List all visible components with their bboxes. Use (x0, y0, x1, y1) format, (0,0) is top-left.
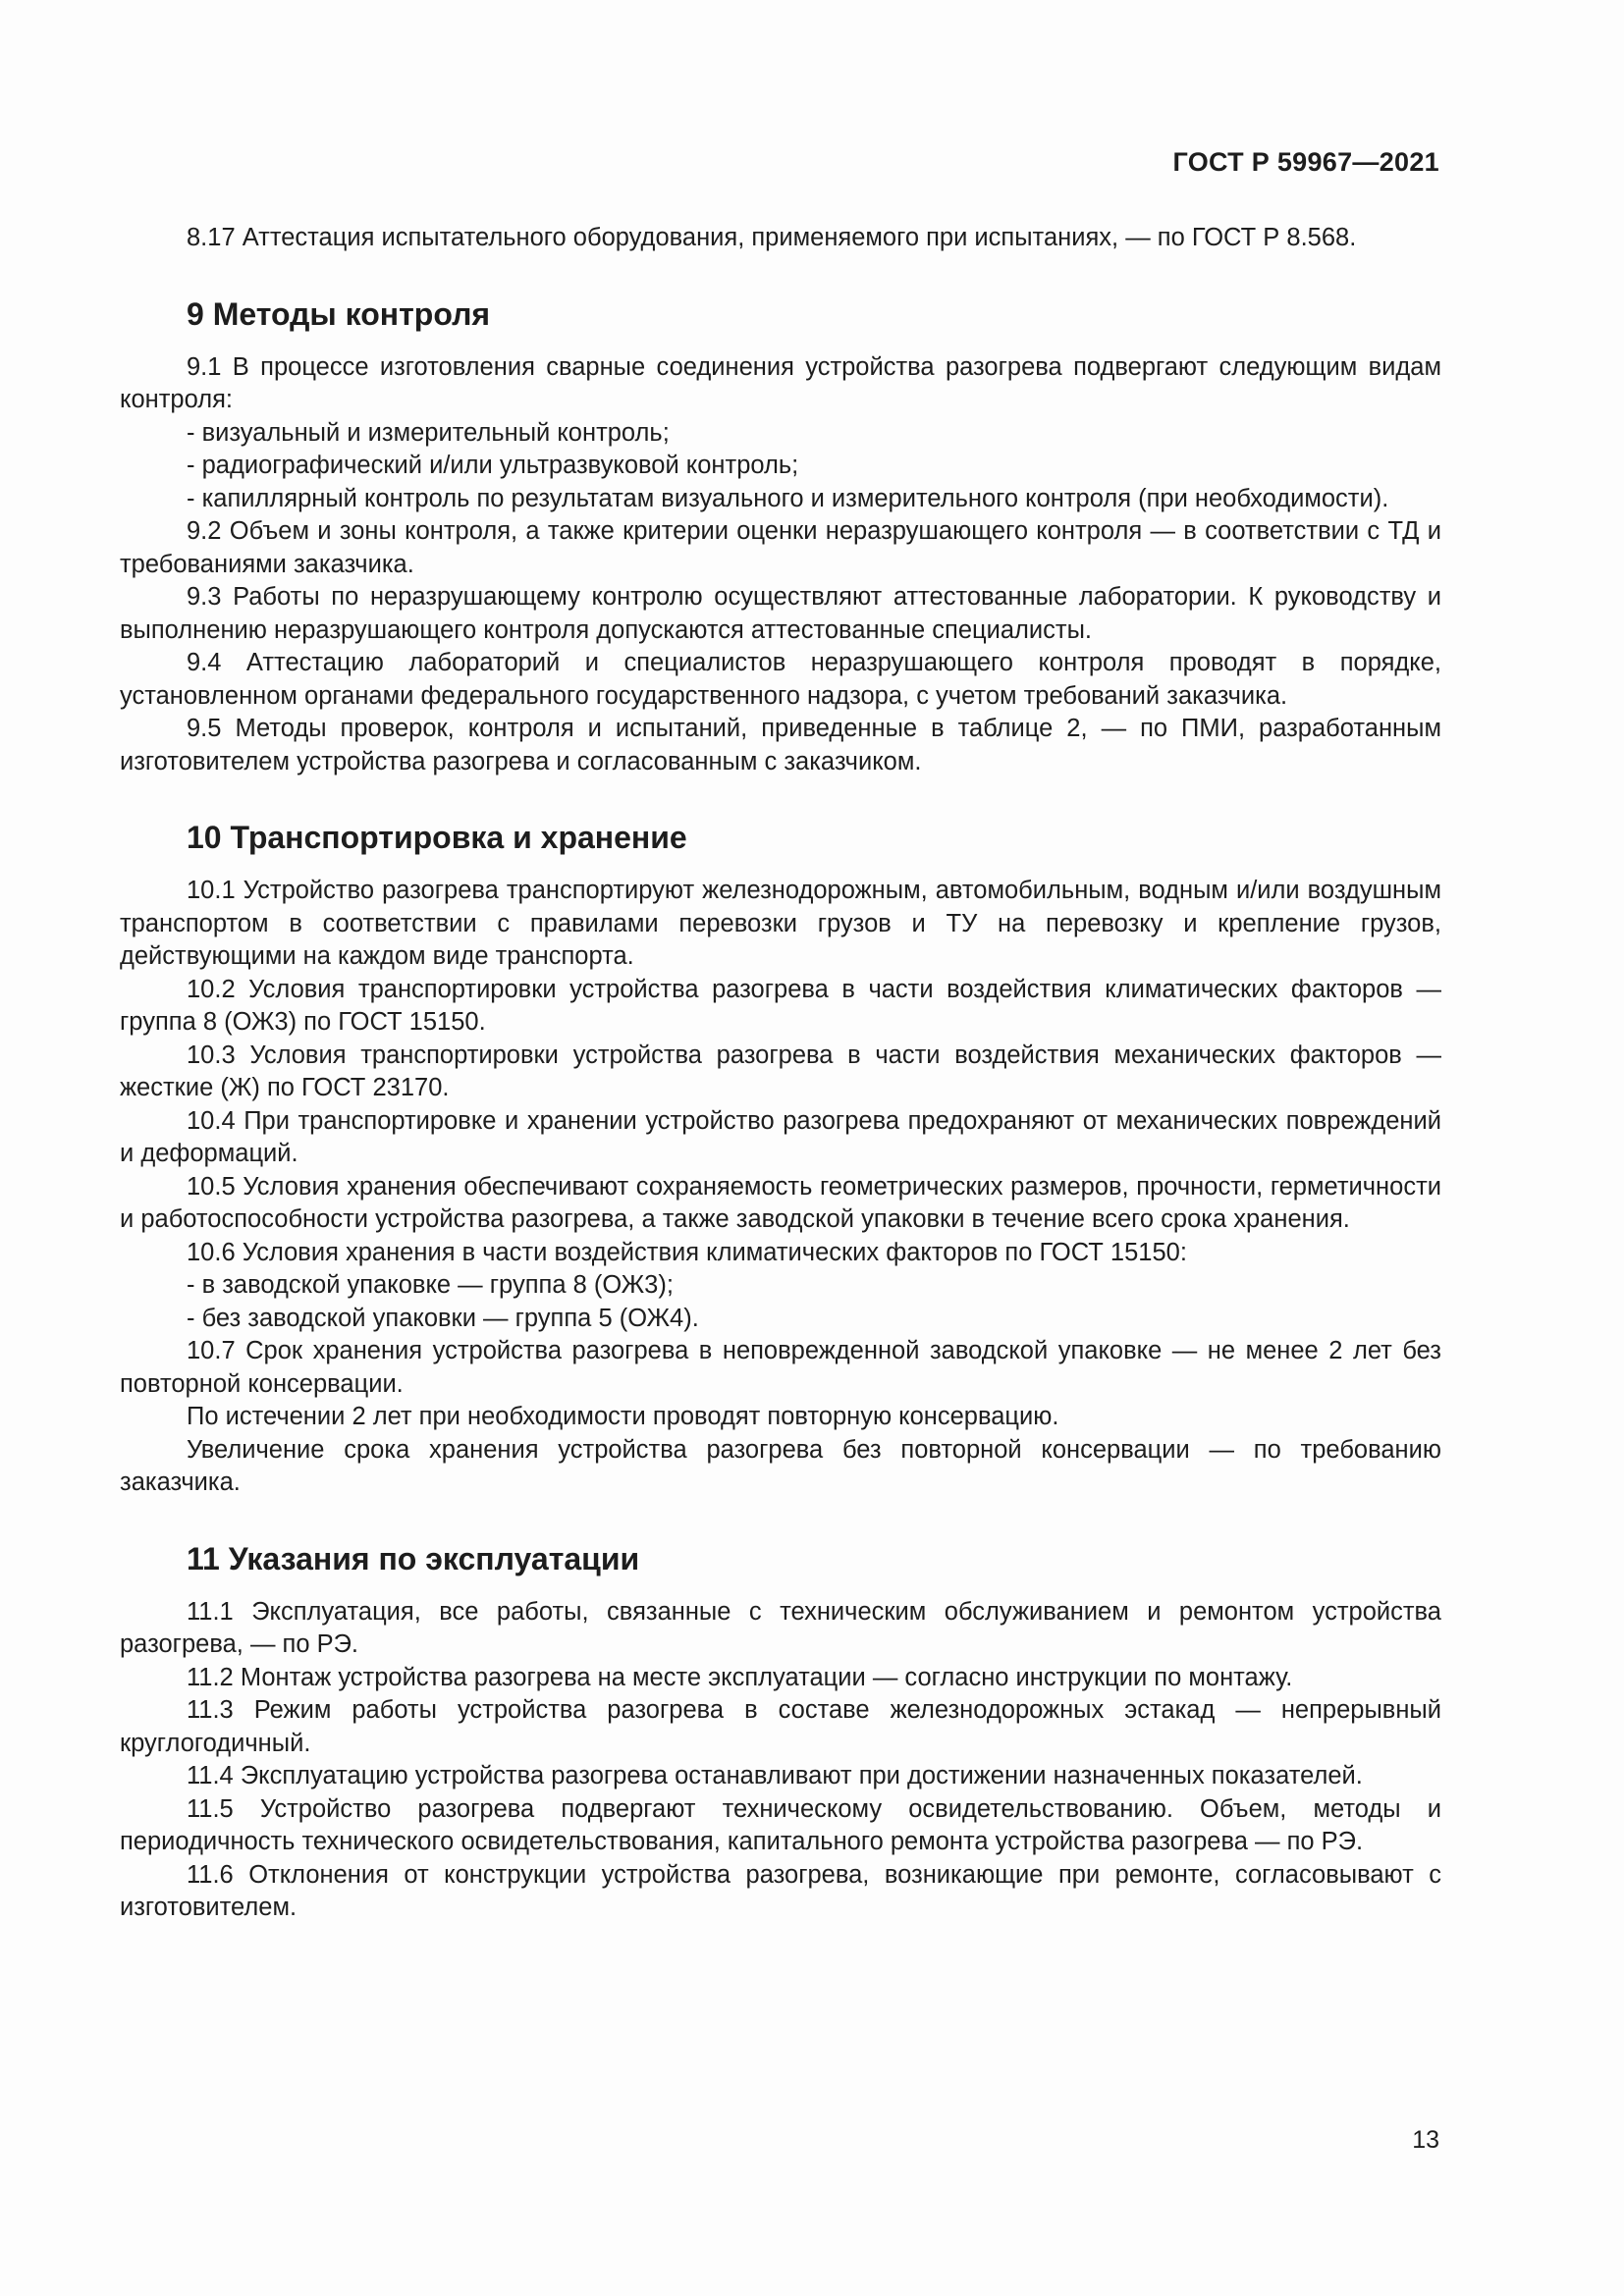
paragraph-10-7-extension: Увеличение срока хранения устройства разогрева без повторной консервации — по требованию заказчика. (120, 1435, 1441, 1496)
paragraph-10-2: 10.2 Условия транспортировки устройства разогрева в части воздействия климатических факторов — группа 8 (ОЖ3) по ГОСТ 15150. (120, 975, 1441, 1036)
paragraph-11-6: 11.6 Отклонения от конструкции устройства разогрева, возникающие при ремонте, согласовывают с изготовителем. (120, 1860, 1441, 1921)
page-number: 13 (1412, 2126, 1439, 2154)
paragraph-9-4: 9.4 Аттестацию лабораторий и специалистов неразрушающего контроля проводят в порядке, установленном органами федерального государственного надзора, с учетом требований заказчика. (120, 649, 1441, 710)
paragraph-10-3: 10.3 Условия транспортировки устройства разогрева в части воздействия механических факторов — жесткие (Ж) по ГОСТ 23170. (120, 1041, 1441, 1101)
list-item: - капиллярный контроль по результатам визуального и измерительного контроля (при необходимости). (187, 484, 1389, 512)
paragraph-8-17: 8.17 Аттестация испытательного оборудования, применяемого при испытаниях, — по ГОСТ Р 8.568. (187, 224, 1357, 251)
paragraph-9-1: 9.1 В процессе изготовления сварные соединения устройства разогрева подвергают следующим видам контроля: (120, 352, 1441, 413)
paragraph-11-1: 11.1 Эксплуатация, все работы, связанные с техническим обслуживанием и ремонтом устройства разогрева, — по РЭ. (120, 1597, 1441, 1658)
paragraph-10-6: 10.6 Условия хранения в части воздействия климатических факторов по ГОСТ 15150: (187, 1238, 1187, 1266)
paragraph-10-5: 10.5 Условия хранения обеспечивают сохраняемость геометрических размеров, прочности, герметичности и работоспособности устройства разогрева, а также заводской упаковки в течение всего срока хранения. (120, 1172, 1441, 1233)
section-title-10: 10 Транспортировка и хранение (187, 820, 687, 855)
paragraph-9-3: 9.3 Работы по неразрушающему контролю осуществляют аттестованные лаборатории. К руководству и выполнению неразрушающего контроля допускаются аттестованные специалисты. (120, 583, 1441, 644)
list-item: - визуальный и измерительный контроль; (187, 418, 670, 447)
paragraph-9-5: 9.5 Методы проверок, контроля и испытаний, приведенные в таблице 2, — по ПМИ, разработанным изготовителем устройства разогрева и согласованным с заказчиком. (120, 715, 1441, 775)
paragraph-11-4: 11.4 Эксплуатацию устройства разогрева останавливают при достижении назначенных показателей. (187, 1762, 1363, 1789)
list-item: - в заводской упаковке — группа 8 (ОЖ3); (187, 1271, 674, 1299)
page-content (120, 222, 1441, 1925)
paragraph-10-4: 10.4 При транспортировке и хранении устройство разогрева предохраняют от механических повреждений и деформаций. (120, 1106, 1441, 1167)
list-item: - радиографический и/или ультразвуковой контроль; (187, 452, 799, 479)
paragraph-10-1: 10.1 Устройство разогрева транспортируют железнодорожным, автомобильным, водным и/или воздушным транспортом в соответствии с правилами перевозки грузов и ТУ на перевозку и крепление грузов, действующими на каждом виде транспорта. (120, 877, 1441, 970)
paragraph-10-7: 10.7 Срок хранения устройства разогрева в неповрежденной заводской упаковке — не менее 2 лет без повторной консервации. (120, 1337, 1441, 1398)
paragraph-11-2: 11.2 Монтаж устройства разогрева на месте эксплуатации — согласно инструкции по монтажу. (187, 1663, 1293, 1691)
paragraph-9-2: 9.2 Объем и зоны контроля, а также критерии оценки неразрушающего контроля — в соответствии с ТД и требованиями заказчика. (120, 517, 1441, 578)
paragraph-10-7-note: По истечении 2 лет при необходимости проводят повторную консервацию. (187, 1403, 1059, 1430)
paragraph-11-3: 11.3 Режим работы устройства разогрева в составе железнодорожных эстакад — непрерывный круглогодичный. (120, 1696, 1441, 1757)
list-item: - без заводской упаковки — группа 5 (ОЖ4). (187, 1304, 699, 1332)
section-title-9: 9 Методы контроля (187, 295, 491, 332)
document-id-header: ГОСТ Р 59967—2021 (1172, 147, 1439, 177)
paragraph-11-5: 11.5 Устройство разогрева подвергают техническому освидетельствованию. Объем, методы и периодичность технического освидетельствования, капитального ремонта устройства разогрева — по РЭ. (120, 1794, 1441, 1855)
section-title-11: 11 Указания по эксплуатации (187, 1540, 640, 1576)
